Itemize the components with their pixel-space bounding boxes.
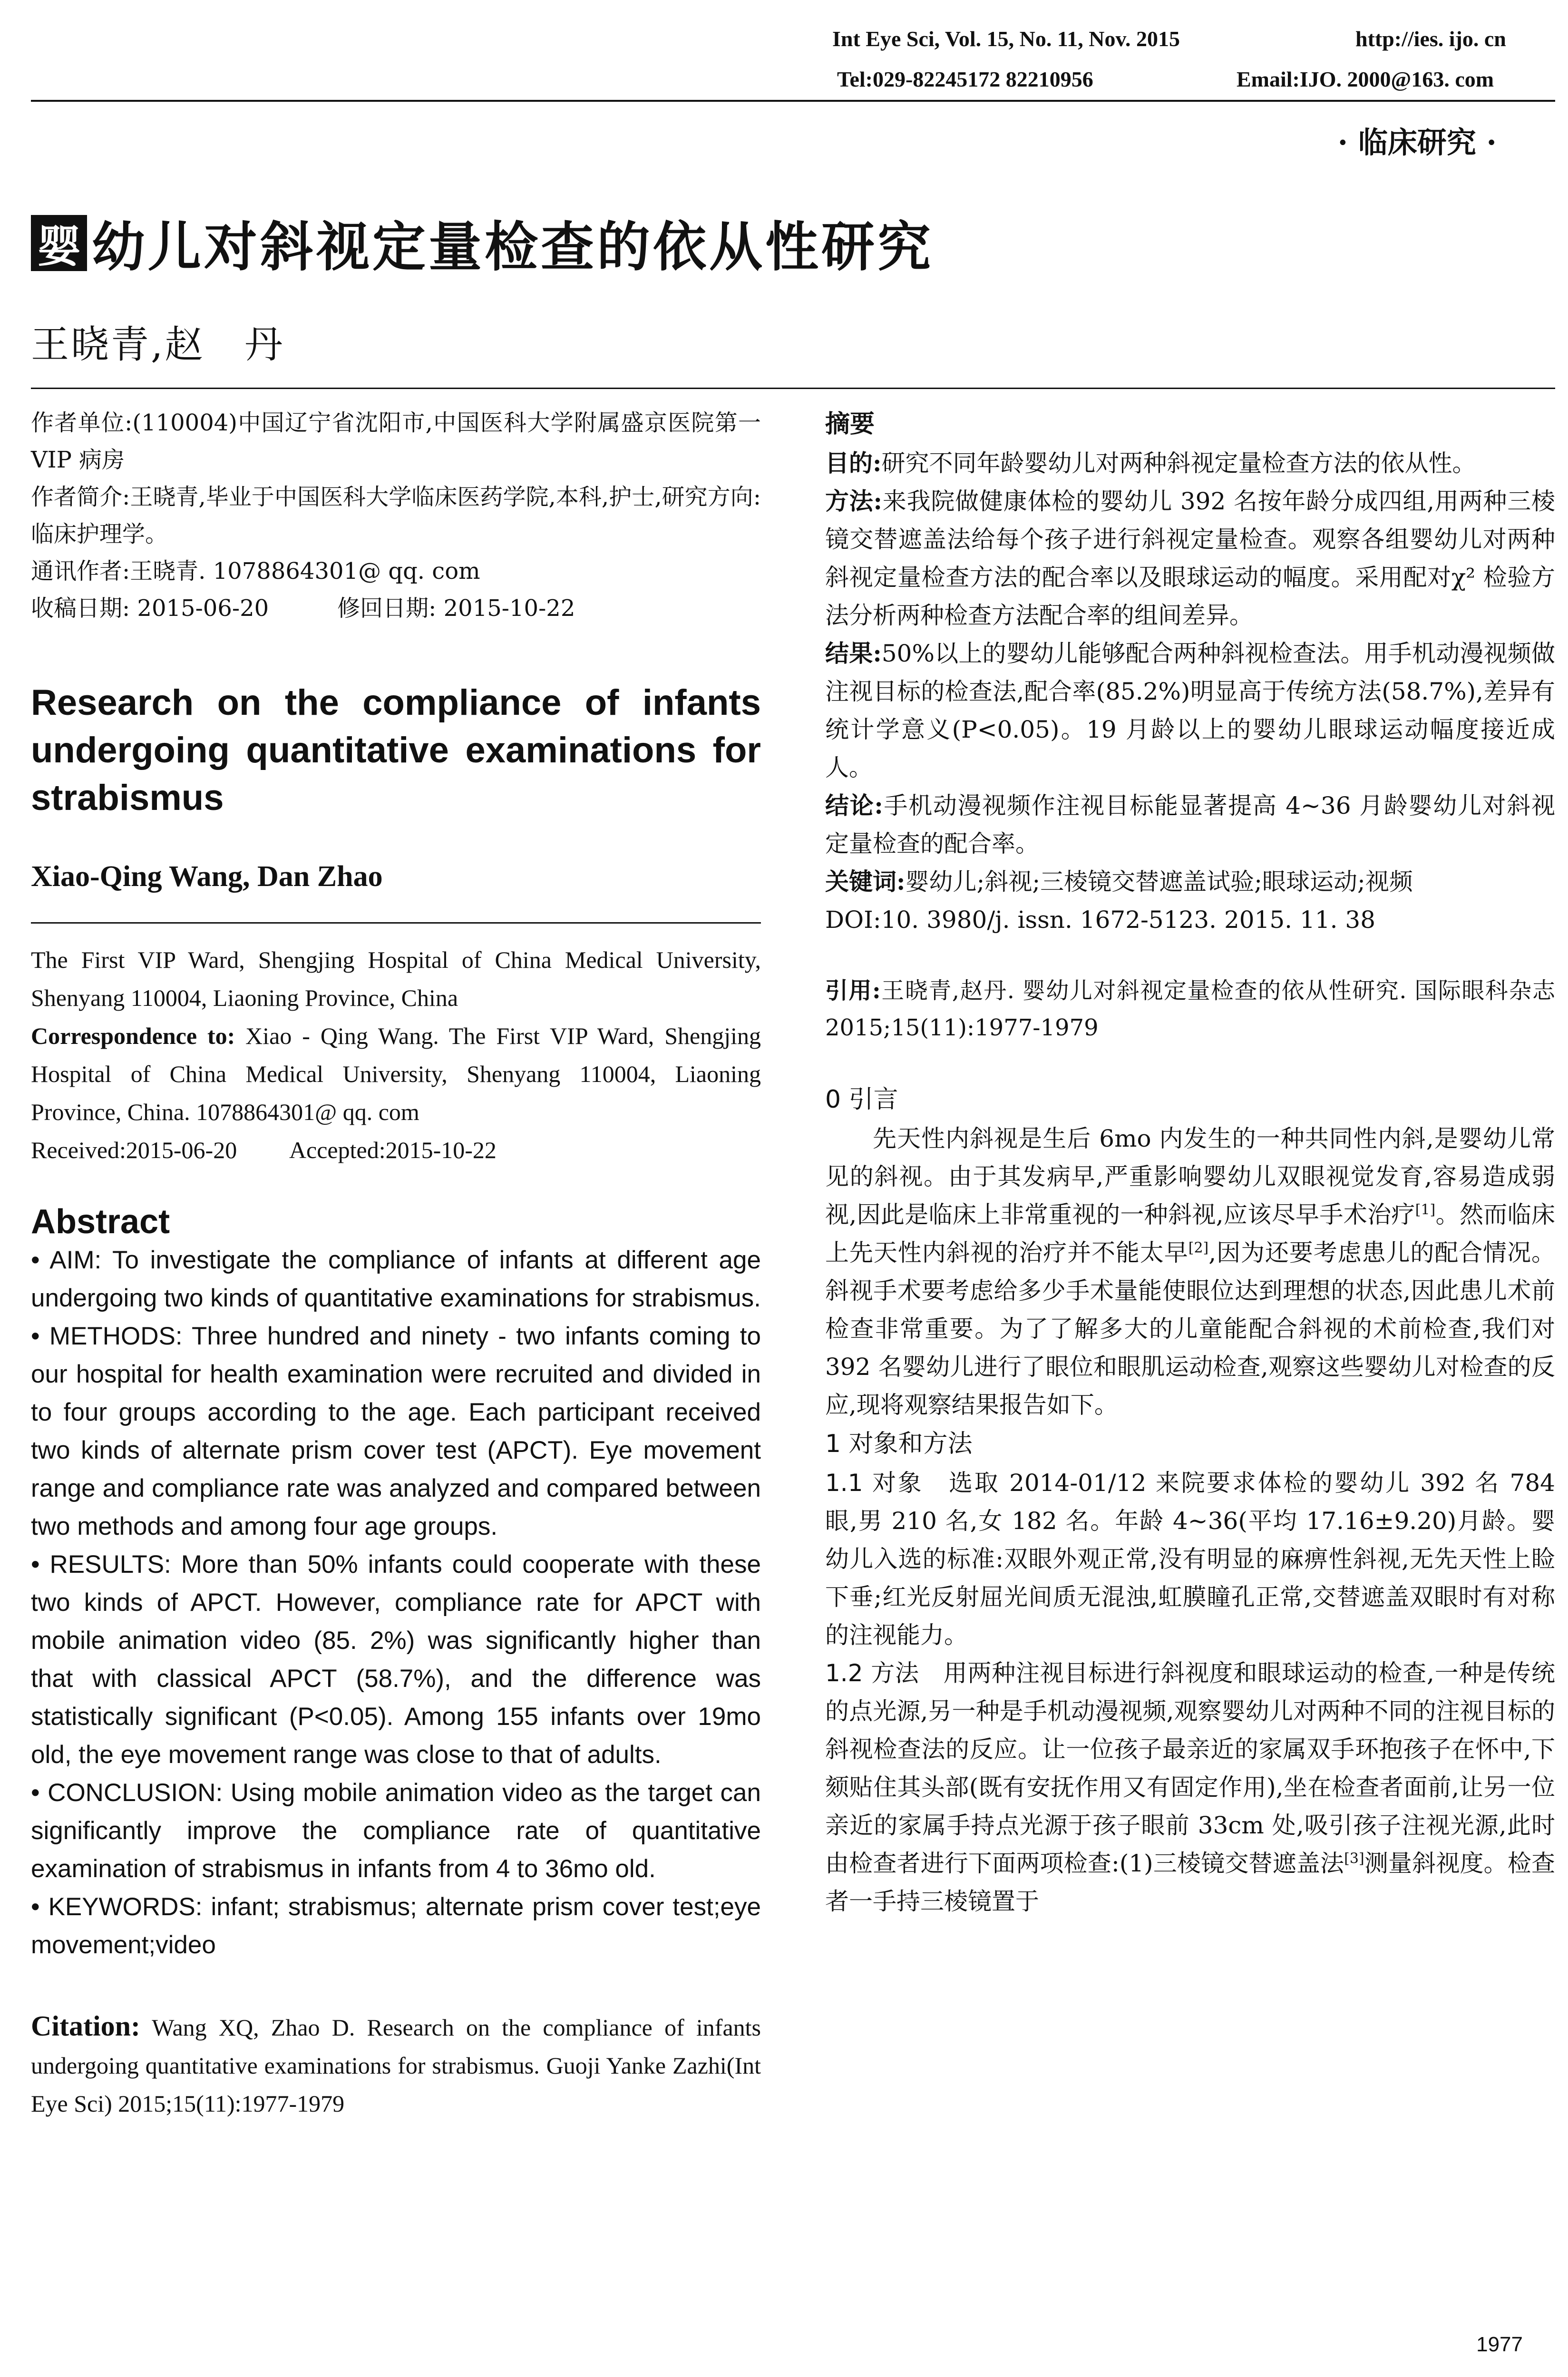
correspondence-text: Xiao - Qing Wang. The First VIP Ward, Shengjing Hospital of China Medical University, Shenyang 110004, Liaoning Province, China. 1078864301@ qq. com xyxy=(31,1023,761,1125)
correspondence-label: Correspondence to: xyxy=(31,1023,235,1049)
ref-1: [1] xyxy=(1415,1201,1436,1218)
section-1-1 xyxy=(825,1464,1555,1654)
abstract-cn-aim xyxy=(825,444,1555,482)
journal-url: http://ies. ijo. cn xyxy=(1355,27,1506,51)
section-1-2-text-2: 测量斜视度。检查者一手持三棱镜置于 xyxy=(825,1850,1556,1915)
corresponding-cn: 通讯作者:王晓青. 1078864301@ qq. com xyxy=(31,558,480,585)
english-title: Research on the compliance of infants undergoing quantitative examinations for strabismus xyxy=(31,682,761,818)
abstract-cn-results xyxy=(825,634,1555,787)
abstract-keywords: • KEYWORDS: infant; strabismus; alternate prism cover test;eye movement;video xyxy=(31,1893,761,1959)
section-1-2-label: 1.2 方法 xyxy=(825,1659,919,1687)
abstract-methods: • METHODS: Three hundred and ninety - two infants coming to our hospital for health examination were recruited and divided in to four groups according to the age. Each participant received two kinds of alternate prism cover test (APCT). Eye movement range and compliance rate was analyzed and compared between two methods and among four age groups. xyxy=(31,1322,761,1540)
aim-cn-text: 研究不同年龄婴幼儿对两种斜视定量检查方法的依从性。 xyxy=(881,449,1476,477)
right-column xyxy=(825,404,1555,1920)
english-correspondence xyxy=(31,1017,761,1131)
ref-3: [3] xyxy=(1344,1850,1364,1867)
methods-heading: 1 对象和方法 xyxy=(825,1430,973,1458)
keywords-cn-text: 婴幼儿;斜视;三棱镜交替遮盖试验;眼球运动;视频 xyxy=(905,868,1413,896)
citation-cn xyxy=(825,972,1555,1046)
abstract-heading: Abstract xyxy=(31,1203,170,1241)
author-bio-cn: 作者简介:王晓青,毕业于中国医科大学临床医药学院,本科,护士,研究方向:临床护理学。 xyxy=(31,484,761,547)
abstract-cn-heading: 摘要 xyxy=(825,410,875,438)
intro-text-3: ,因为还要考虑患儿的配合情况。斜视手术要考虑给多少手术量能使眼位达到理想的状态,因此患儿术前检查非常重要。为了了解多大的儿童能配合斜视的术前检查,我们对 392 名婴幼儿进行了眼位和眼肌运动检查,观察这些婴幼儿对检查的反应,现将观察结果报告如下。 xyxy=(825,1239,1555,1419)
citation-cn-text: 王晓青,赵丹. 婴幼儿对斜视定量检查的依从性研究. 国际眼科杂志 2015;15(11):1977-1979 xyxy=(825,977,1555,1041)
affiliation-cn: 作者单位:(110004)中国辽宁省沈阳市,中国医科大学附属盛京医院第一 VIP 病房 xyxy=(31,409,761,473)
page-number: 1977 xyxy=(1476,2333,1523,2356)
abstract-cn-methods xyxy=(825,482,1555,634)
intro-heading: 0 引言 xyxy=(825,1085,898,1114)
journal-tel: Tel:029-82245172 82210956 xyxy=(837,67,1093,91)
page-title xyxy=(31,205,934,281)
methods-cn-label: 方法: xyxy=(825,487,883,515)
keywords-cn-label: 关键词: xyxy=(825,867,906,896)
journal-line: Int Eye Sci, Vol. 15, No. 11, Nov. 2015 xyxy=(832,27,1180,51)
abstract-aim: • AIM: To investigate the compliance of infants at different age undergoing two kinds of quantitative examinations for strabismus. xyxy=(31,1246,761,1312)
section-1-2 xyxy=(825,1654,1555,1920)
abstract-conclusion: • CONCLUSION: Using mobile animation video as the target can significantly improve the compliance rate of quantitative examination of strabismus in infants from 4 to 36mo old. xyxy=(31,1779,761,1883)
ref-2: [2] xyxy=(1188,1239,1209,1257)
doi: DOI:10. 3980/j. issn. 1672-5123. 2015. 11. 38 xyxy=(825,906,1376,934)
title-text: 幼儿对斜视定量检查的依从性研究 xyxy=(92,216,934,278)
intro-paragraph xyxy=(825,1120,1555,1424)
english-rule xyxy=(31,922,761,924)
citation-en-label: Citation: xyxy=(31,2010,140,2042)
aim-cn-label: 目的: xyxy=(825,449,882,477)
dates-cn: 收稿日期: 2015-06-20 修回日期: 2015-10-22 xyxy=(31,595,575,622)
journal-email: Email:IJO. 2000@163. com xyxy=(1237,67,1494,91)
english-dates: Received:2015-06-20 Accepted:2015-10-22 xyxy=(31,1137,497,1163)
section-1-2-text-1: 用两种注视目标进行斜视度和眼球运动的检查,一种是传统的点光源,另一种是手机动漫视频,观察婴幼儿对两种不同的注视目标的斜视检查法的反应。让一位孩子最亲近的家属双手环抱孩子在怀中,下颏贴住其头部(既有安抚作用又有固定作用),坐在检查者面前,让另一位亲近的家属手持点光源于孩子眼前 33cm 处,吸引孩子注视光源,此时由检查者进行下面两项检查:(1)三棱镜交替遮盖法 xyxy=(825,1659,1555,1877)
results-cn-label: 结果: xyxy=(825,639,882,667)
section-1-1-text: 选取 2014-01/12 来院要求体检的婴幼儿 392 名 784 眼,男 210 名,女 182 名。年龄 4~36(平均 17.16±9.20)月龄。婴幼儿入选的标准:双眼外观正常,没有明显的麻痹性斜视,无先天性上睑下垂;红光反射屈光间质无混浊,虹膜瞳孔正常,交替遮盖双眼时有对称的注视能力。 xyxy=(825,1469,1555,1649)
title-boxed-char: 婴 xyxy=(31,215,87,271)
intro-text-2: 。然而临床上先天性内斜视的治疗并不能太早 xyxy=(825,1201,1555,1266)
section-1-1-label: 1.1 对象 xyxy=(825,1469,924,1497)
citation-cn-label: 引用: xyxy=(825,977,881,1004)
results-cn-text: 50%以上的婴幼儿能够配合两种斜视检查法。用手机动漫视频做注视目标的检查法,配合率(85.2%)明显高于传统方法(58.7%),差异有统计学意义(P<0.05)。19 月龄以上的婴幼儿眼球运动幅度接近成人。 xyxy=(825,640,1555,781)
conclusion-cn-text: 手机动漫视频作注视目标能显著提高 4~36 月龄婴幼儿对斜视定量检查的配合率。 xyxy=(825,792,1555,857)
title-rule xyxy=(31,388,1555,389)
intro-text-1: 先天性内斜视是生后 6mo 内发生的一种共同性内斜,是婴幼儿常见的斜视。由于其发病早,严重影响婴幼儿双眼视觉发育,容易造成弱视,因此是临床上非常重视的一种斜视,应该尽早手术治疗 xyxy=(825,1125,1555,1228)
authors-cn: 王晓青,赵 丹 xyxy=(31,322,285,367)
abstract-results: • RESULTS: More than 50% infants could cooperate with these two kinds of APCT. However, compliance rate for APCT with mobile animation video (85. 2%) was significantly higher than that with classical APCT (58.7%), and the difference was statistically significant (P<0.05). Among 155 infants over 19mo old, the eye movement range was close to that of adults. xyxy=(31,1550,761,1769)
abstract-cn-conclusion xyxy=(825,787,1555,863)
methods-cn-text: 来我院做健康体检的婴幼儿 392 名按年龄分成四组,用两种三棱镜交替遮盖法给每个孩子进行斜视定量检查。观察各组婴幼儿对两种斜视定量检查方法的配合率以及眼球运动的幅度。采用配对χ² 检验方法分析两种检查方法配合率的组间差异。 xyxy=(825,487,1555,629)
english-authors: Xiao-Qing Wang, Dan Zhao xyxy=(31,860,383,893)
left-column xyxy=(31,404,761,2123)
english-affiliation: The First VIP Ward, Shengjing Hospital of China Medical University, Shenyang 110004, Liaoning Province, China xyxy=(31,946,761,1011)
header-rule xyxy=(31,100,1555,102)
conclusion-cn-label: 结论: xyxy=(825,791,883,819)
abstract-cn-keywords xyxy=(825,863,1555,901)
section-tag: · 临床研究 · xyxy=(1337,125,1497,160)
citation-en xyxy=(31,2007,761,2123)
citation-en-text: Wang XQ, Zhao D. Research on the compliance of infants undergoing quantitative examinations for strabismus. Guoji Yanke Zazhi(Int Eye Sci) 2015;15(11):1977-1979 xyxy=(31,2014,761,2117)
